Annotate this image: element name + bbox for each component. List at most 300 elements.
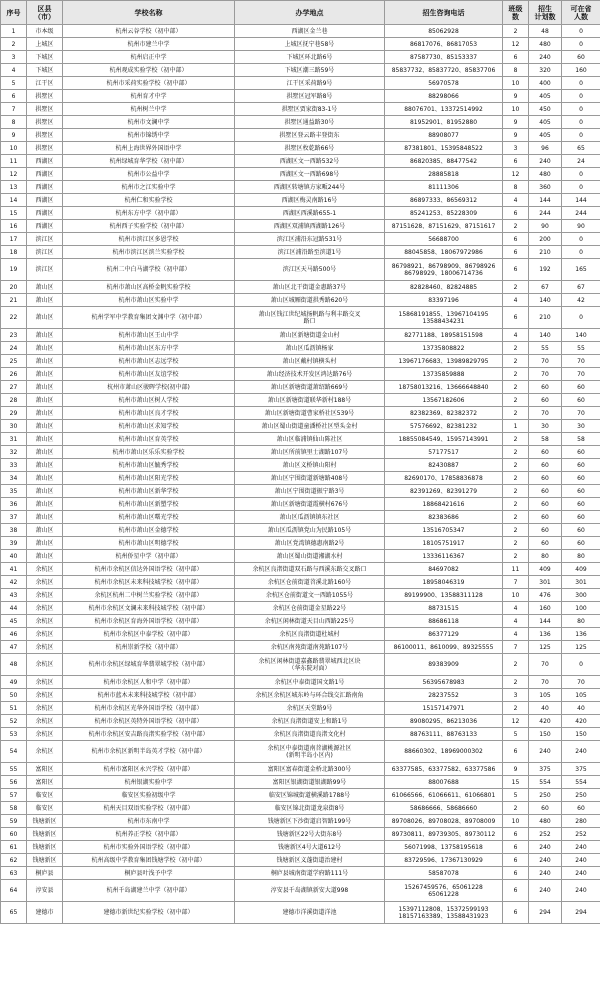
cell-col-phone: 88045858、18067972986 bbox=[385, 246, 503, 259]
cell-col-plan: 144 bbox=[529, 615, 562, 628]
cell-col-province-quota: 0 bbox=[562, 307, 600, 329]
cell-col-plan: 136 bbox=[529, 628, 562, 641]
cell-col-classes: 3 bbox=[503, 689, 529, 702]
cell-col-plan: 58 bbox=[529, 433, 562, 446]
cell-col-school-name: 杭州东方中学（初中部） bbox=[63, 207, 235, 220]
cell-col-school-name: 杭州市萧山区友谊学校 bbox=[63, 368, 235, 381]
cell-col-school-name: 杭州市萧山区乐乐实验学校 bbox=[63, 446, 235, 459]
table-row bbox=[1, 294, 600, 307]
cell-col-address: 拱墅区通益路30号 bbox=[235, 116, 385, 129]
cell-col-classes: 5 bbox=[503, 728, 529, 741]
table-row bbox=[1, 155, 600, 168]
cell-col-district: 西湖区 bbox=[27, 181, 63, 194]
cell-col-school-name: 杭州启正中学 bbox=[63, 51, 235, 64]
cell-col-phone: 88660302、18969000302 bbox=[385, 741, 503, 763]
cell-col-index: 54 bbox=[1, 741, 27, 763]
cell-col-province-quota: 105 bbox=[562, 689, 600, 702]
cell-col-school-name: 杭州市萧山区高桥金帆实验学校 bbox=[63, 281, 235, 294]
cell-col-plan: 192 bbox=[529, 259, 562, 281]
cell-col-district: 西湖区 bbox=[27, 220, 63, 233]
cell-col-address: 萧山区新塘街道联华新村188号 bbox=[235, 394, 385, 407]
cell-col-district: 萧山区 bbox=[27, 368, 63, 381]
cell-col-province-quota: 40 bbox=[562, 702, 600, 715]
cell-col-index: 48 bbox=[1, 654, 27, 676]
cell-col-school-name: 桐庐县叶浅予中学 bbox=[63, 867, 235, 880]
cell-col-district: 余杭区 bbox=[27, 589, 63, 602]
cell-col-phone: 87381801、15395848522 bbox=[385, 142, 503, 155]
cell-col-plan: 70 bbox=[529, 654, 562, 676]
table-row bbox=[1, 728, 600, 741]
cell-col-classes: 4 bbox=[503, 294, 529, 307]
cell-col-phone: 88908077 bbox=[385, 129, 503, 142]
cell-col-classes: 4 bbox=[503, 628, 529, 641]
cell-col-province-quota: 60 bbox=[562, 459, 600, 472]
cell-col-index: 46 bbox=[1, 628, 27, 641]
cell-col-classes: 9 bbox=[503, 116, 529, 129]
cell-col-address: 萧山区宁围街道新塘路408号 bbox=[235, 472, 385, 485]
cell-col-phone: 83397196 bbox=[385, 294, 503, 307]
cell-col-province-quota: 60 bbox=[562, 511, 600, 524]
cell-col-school-name: 杭州市萧山区志远学校 bbox=[63, 355, 235, 368]
cell-col-school-name: 杭州市萧山区毓秀学校 bbox=[63, 459, 235, 472]
cell-col-phone: 18758013216、13666648840 bbox=[385, 381, 503, 394]
cell-col-district: 西湖区 bbox=[27, 194, 63, 207]
cell-col-district: 拱墅区 bbox=[27, 116, 63, 129]
cell-col-classes: 4 bbox=[503, 602, 529, 615]
cell-col-school-name: 杭州市萧山区实验中学 bbox=[63, 294, 235, 307]
cell-col-province-quota: 80 bbox=[562, 550, 600, 563]
cell-col-province-quota: 301 bbox=[562, 576, 600, 589]
cell-col-address: 余杭区仓前街道金星路22号 bbox=[235, 602, 385, 615]
cell-col-address: 余杭区闲林街道嘉鑫路翡翠城西北区块 （华东院对面） bbox=[235, 654, 385, 676]
cell-col-district: 余杭区 bbox=[27, 654, 63, 676]
cell-col-province-quota: 240 bbox=[562, 867, 600, 880]
table-row bbox=[1, 307, 600, 329]
cell-col-phone: 84697082 bbox=[385, 563, 503, 576]
cell-col-phone: 18868421616 bbox=[385, 498, 503, 511]
cell-col-district: 余杭区 bbox=[27, 728, 63, 741]
cell-col-address: 拱墅区贾家街83-1号 bbox=[235, 103, 385, 116]
table-row bbox=[1, 511, 600, 524]
cell-col-province-quota: 70 bbox=[562, 368, 600, 381]
cell-col-district: 临安区 bbox=[27, 802, 63, 815]
cell-col-plan: 60 bbox=[529, 802, 562, 815]
cell-col-district: 萧山区 bbox=[27, 329, 63, 342]
cell-col-classes: 4 bbox=[503, 194, 529, 207]
cell-col-address: 钱塘新区22号大街东8号 bbox=[235, 828, 385, 841]
cell-col-district: 余杭区 bbox=[27, 676, 63, 689]
cell-col-index: 32 bbox=[1, 446, 27, 459]
cell-col-index: 56 bbox=[1, 776, 27, 789]
cell-col-index: 27 bbox=[1, 381, 27, 394]
table-row bbox=[1, 459, 600, 472]
cell-col-district: 萧山区 bbox=[27, 420, 63, 433]
cell-col-address: 萧山区所前镇里士湖路107号 bbox=[235, 446, 385, 459]
cell-col-plan: 554 bbox=[529, 776, 562, 789]
cell-col-school-name: 杭州市锦绣中学 bbox=[63, 129, 235, 142]
cell-col-plan: 450 bbox=[529, 103, 562, 116]
cell-col-phone: 83729596、17367130929 bbox=[385, 854, 503, 867]
table-body bbox=[1, 25, 600, 924]
cell-col-address: 拱墅区登云路丰登街东 bbox=[235, 129, 385, 142]
cell-col-classes: 10 bbox=[503, 77, 529, 90]
cell-col-phone: 86817076、86817053 bbox=[385, 38, 503, 51]
cell-col-plan: 96 bbox=[529, 142, 562, 155]
cell-col-index: 5 bbox=[1, 77, 27, 90]
cell-col-school-name: 杭州树兰中学 bbox=[63, 103, 235, 116]
cell-col-plan: 244 bbox=[529, 207, 562, 220]
cell-col-school-name: 杭州市萧山区曙光学校 bbox=[63, 511, 235, 524]
cell-col-classes: 2 bbox=[503, 654, 529, 676]
cell-col-plan: 320 bbox=[529, 64, 562, 77]
table-row bbox=[1, 763, 600, 776]
cell-col-school-name: 杭州市滨江区多恩学校 bbox=[63, 233, 235, 246]
cell-col-phone: 88686118 bbox=[385, 615, 503, 628]
cell-col-school-name: 杭州绿城育华学校（初中部） bbox=[63, 155, 235, 168]
cell-col-index: 65 bbox=[1, 902, 27, 924]
cell-col-plan: 240 bbox=[529, 841, 562, 854]
cell-col-index: 53 bbox=[1, 728, 27, 741]
cell-col-school-name: 杭州市萧山区骏晖学校(初中部) bbox=[63, 381, 235, 394]
cell-col-plan: 60 bbox=[529, 459, 562, 472]
cell-col-province-quota: 60 bbox=[562, 446, 600, 459]
cell-col-classes: 6 bbox=[503, 828, 529, 841]
cell-col-classes: 6 bbox=[503, 741, 529, 763]
cell-col-index: 41 bbox=[1, 563, 27, 576]
cell-col-address: 余杭区良渚街道良渚文化村 bbox=[235, 728, 385, 741]
table-row bbox=[1, 498, 600, 511]
cell-col-district: 上城区 bbox=[27, 38, 63, 51]
cell-col-address: 拱墅区冠军路8号 bbox=[235, 90, 385, 103]
cell-col-address: 萧山区义桥镇山阳村 bbox=[235, 459, 385, 472]
cell-col-phone: 13967176683、13989829795 bbox=[385, 355, 503, 368]
cell-col-classes: 6 bbox=[503, 233, 529, 246]
cell-col-province-quota: 65 bbox=[562, 142, 600, 155]
cell-col-plan: 240 bbox=[529, 155, 562, 168]
cell-col-classes: 8 bbox=[503, 181, 529, 194]
cell-col-phone: 18105751917 bbox=[385, 537, 503, 550]
cell-col-district: 西湖区 bbox=[27, 207, 63, 220]
cell-col-address: 上城区抚宁巷58号 bbox=[235, 38, 385, 51]
table-row bbox=[1, 38, 600, 51]
cell-col-phone: 18958046319 bbox=[385, 576, 503, 589]
cell-col-classes: 2 bbox=[503, 472, 529, 485]
header-col-school-name: 学校名称 bbox=[63, 1, 235, 25]
cell-col-classes: 10 bbox=[503, 815, 529, 828]
cell-col-address: 萧山区临浦镇仙山陈社区 bbox=[235, 433, 385, 446]
cell-col-plan: 125 bbox=[529, 641, 562, 654]
cell-col-phone: 15267459576、65061228 65061228 bbox=[385, 880, 503, 902]
cell-col-district: 滨江区 bbox=[27, 259, 63, 281]
cell-col-province-quota: 67 bbox=[562, 281, 600, 294]
cell-col-classes: 6 bbox=[503, 207, 529, 220]
cell-col-district: 萧山区 bbox=[27, 459, 63, 472]
table-row bbox=[1, 103, 600, 116]
cell-col-district: 萧山区 bbox=[27, 394, 63, 407]
table-row bbox=[1, 537, 600, 550]
cell-col-index: 7 bbox=[1, 103, 27, 116]
cell-col-province-quota: 100 bbox=[562, 602, 600, 615]
cell-col-district: 余杭区 bbox=[27, 702, 63, 715]
table-row bbox=[1, 472, 600, 485]
table-row bbox=[1, 142, 600, 155]
cell-col-school-name: 杭州西子实验学校（初中部） bbox=[63, 220, 235, 233]
cell-col-school-name: 杭州天目双语实验学校（初中部） bbox=[63, 802, 235, 815]
cell-col-index: 18 bbox=[1, 246, 27, 259]
cell-col-index: 63 bbox=[1, 867, 27, 880]
cell-col-plan: 400 bbox=[529, 77, 562, 90]
cell-col-phone: 81952901、81952880 bbox=[385, 116, 503, 129]
cell-col-province-quota: 0 bbox=[562, 654, 600, 676]
cell-col-classes: 6 bbox=[503, 880, 529, 902]
cell-col-address: 萧山区宁围街道振宁路3号 bbox=[235, 485, 385, 498]
cell-col-province-quota: 60 bbox=[562, 381, 600, 394]
cell-col-classes: 2 bbox=[503, 433, 529, 446]
cell-col-province-quota: 280 bbox=[562, 815, 600, 828]
table-row bbox=[1, 446, 600, 459]
header-col-classes: 班级 数 bbox=[503, 1, 529, 25]
cell-col-phone: 89708026、89708028、89708009 bbox=[385, 815, 503, 828]
cell-col-index: 50 bbox=[1, 689, 27, 702]
cell-col-classes: 9 bbox=[503, 129, 529, 142]
cell-col-phone: 85241253、85228309 bbox=[385, 207, 503, 220]
table-row bbox=[1, 615, 600, 628]
table-row bbox=[1, 90, 600, 103]
cell-col-classes: 2 bbox=[503, 459, 529, 472]
cell-col-index: 36 bbox=[1, 498, 27, 511]
cell-col-district: 建德市 bbox=[27, 902, 63, 924]
cell-col-school-name: 杭州市余杭区未来科技城学校（初中部） bbox=[63, 576, 235, 589]
cell-col-province-quota: 375 bbox=[562, 763, 600, 776]
cell-col-index: 22 bbox=[1, 307, 27, 329]
cell-col-district: 萧山区 bbox=[27, 294, 63, 307]
cell-col-phone: 56395678983 bbox=[385, 676, 503, 689]
cell-col-classes: 12 bbox=[503, 168, 529, 181]
cell-col-school-name: 杭州云谷学校（初中部） bbox=[63, 25, 235, 38]
cell-col-classes: 10 bbox=[503, 589, 529, 602]
table-row bbox=[1, 207, 600, 220]
cell-col-province-quota: 55 bbox=[562, 342, 600, 355]
table-row bbox=[1, 281, 600, 294]
cell-col-phone: 63377585、63377582、63377586 bbox=[385, 763, 503, 776]
cell-col-address: 余杭区中泰街道南苕湖桃源社区 (新明半岛小区内) bbox=[235, 741, 385, 763]
table-row bbox=[1, 355, 600, 368]
cell-col-address: 萧山区蜀山街道童潘桥社区型头金村 bbox=[235, 420, 385, 433]
cell-col-classes: 2 bbox=[503, 342, 529, 355]
table-row bbox=[1, 589, 600, 602]
table-row bbox=[1, 407, 600, 420]
cell-col-province-quota: 420 bbox=[562, 715, 600, 728]
cell-col-district: 余杭区 bbox=[27, 689, 63, 702]
cell-col-index: 30 bbox=[1, 420, 27, 433]
cell-col-index: 25 bbox=[1, 355, 27, 368]
cell-col-address: 西湖区梅灵南路16号 bbox=[235, 194, 385, 207]
cell-col-district: 余杭区 bbox=[27, 563, 63, 576]
cell-col-plan: 240 bbox=[529, 880, 562, 902]
cell-col-school-name: 杭州侨星中学（初中部） bbox=[63, 550, 235, 563]
cell-col-index: 9 bbox=[1, 129, 27, 142]
cell-col-plan: 90 bbox=[529, 220, 562, 233]
cell-col-district: 萧山区 bbox=[27, 472, 63, 485]
cell-col-school-name: 杭州市余杭区新明半岛英才学校（初中部） bbox=[63, 741, 235, 763]
table-row bbox=[1, 867, 600, 880]
cell-col-school-name: 杭州高级中学教育集团钱塘学校（初中部） bbox=[63, 854, 235, 867]
cell-col-classes: 6 bbox=[503, 854, 529, 867]
cell-col-phone: 58686666、58686660 bbox=[385, 802, 503, 815]
cell-col-district: 余杭区 bbox=[27, 615, 63, 628]
cell-col-province-quota: 60 bbox=[562, 51, 600, 64]
cell-col-district: 拱墅区 bbox=[27, 90, 63, 103]
cell-col-district: 萧山区 bbox=[27, 511, 63, 524]
cell-col-province-quota: 0 bbox=[562, 116, 600, 129]
cell-col-classes: 1 bbox=[503, 420, 529, 433]
cell-col-province-quota: 0 bbox=[562, 77, 600, 90]
cell-col-plan: 405 bbox=[529, 129, 562, 142]
cell-col-plan: 301 bbox=[529, 576, 562, 589]
cell-col-index: 17 bbox=[1, 233, 27, 246]
cell-col-district: 临安区 bbox=[27, 789, 63, 802]
cell-col-district: 江干区 bbox=[27, 77, 63, 90]
cell-col-address: 桐庐县城南街道学府路111号 bbox=[235, 867, 385, 880]
cell-col-address: 萧山区蜀山街道湘湖水村 bbox=[235, 550, 385, 563]
cell-col-phone: 13516705347 bbox=[385, 524, 503, 537]
cell-col-school-name: 杭州市之江实验中学 bbox=[63, 181, 235, 194]
cell-col-classes: 2 bbox=[503, 511, 529, 524]
cell-col-school-name: 杭州养正学校（初中部） bbox=[63, 828, 235, 841]
cell-col-province-quota: 60 bbox=[562, 498, 600, 511]
cell-col-district: 余杭区 bbox=[27, 602, 63, 615]
cell-col-index: 35 bbox=[1, 485, 27, 498]
table-row bbox=[1, 880, 600, 902]
cell-col-address: 滨江区天马路500号 bbox=[235, 259, 385, 281]
cell-col-plan: 405 bbox=[529, 90, 562, 103]
cell-col-plan: 60 bbox=[529, 381, 562, 394]
cell-col-school-name: 杭州市萧山区王山中学 bbox=[63, 329, 235, 342]
cell-col-province-quota: 240 bbox=[562, 741, 600, 763]
cell-col-province-quota: 0 bbox=[562, 38, 600, 51]
cell-col-district: 萧山区 bbox=[27, 342, 63, 355]
cell-col-school-name: 杭州千岛湖建兰中学（初中部） bbox=[63, 880, 235, 902]
cell-col-plan: 200 bbox=[529, 233, 562, 246]
table-row bbox=[1, 181, 600, 194]
table-row bbox=[1, 25, 600, 38]
table-row bbox=[1, 77, 600, 90]
cell-col-plan: 80 bbox=[529, 550, 562, 563]
cell-col-phone: 88076701、13372514992 bbox=[385, 103, 503, 116]
cell-col-plan: 144 bbox=[529, 194, 562, 207]
table-row bbox=[1, 576, 600, 589]
cell-col-province-quota: 250 bbox=[562, 789, 600, 802]
header-col-phone: 招生咨询电话 bbox=[385, 1, 503, 25]
cell-col-school-name: 杭州崇新学校（初中部） bbox=[63, 641, 235, 654]
cell-col-classes: 6 bbox=[503, 246, 529, 259]
cell-col-district: 滨江区 bbox=[27, 233, 63, 246]
cell-col-province-quota: 42 bbox=[562, 294, 600, 307]
table-row bbox=[1, 602, 600, 615]
cell-col-classes: 6 bbox=[503, 307, 529, 329]
cell-col-address: 西湖区双浦镇西湖路126号 bbox=[235, 220, 385, 233]
cell-col-index: 60 bbox=[1, 828, 27, 841]
cell-col-address: 萧山经济技术开发区鸿达路76号 bbox=[235, 368, 385, 381]
cell-col-phone: 15868191855、13967104195 13588434231 bbox=[385, 307, 503, 329]
cell-col-district: 余杭区 bbox=[27, 715, 63, 728]
cell-col-phone: 86377129 bbox=[385, 628, 503, 641]
cell-col-district: 拱墅区 bbox=[27, 129, 63, 142]
cell-col-school-name: 杭州市萧山区求知学校 bbox=[63, 420, 235, 433]
cell-col-phone: 85837732、85837720、85837706 bbox=[385, 64, 503, 77]
cell-col-index: 43 bbox=[1, 589, 27, 602]
cell-col-index: 37 bbox=[1, 511, 27, 524]
cell-col-index: 34 bbox=[1, 472, 27, 485]
cell-col-district: 余杭区 bbox=[27, 628, 63, 641]
table-row bbox=[1, 420, 600, 433]
cell-col-plan: 240 bbox=[529, 867, 562, 880]
cell-col-phone: 56071998、13758195618 bbox=[385, 841, 503, 854]
cell-col-address: 滨江区浦沿东冠路531号 bbox=[235, 233, 385, 246]
cell-col-address: 钱塘新区义蓬街道治建村 bbox=[235, 854, 385, 867]
table-row bbox=[1, 168, 600, 181]
table-row bbox=[1, 802, 600, 815]
cell-col-province-quota: 24 bbox=[562, 155, 600, 168]
cell-col-plan: 140 bbox=[529, 294, 562, 307]
cell-col-address: 萧山区新塘街道萧绍路669号 bbox=[235, 381, 385, 394]
cell-col-phone: 87587730、85153337 bbox=[385, 51, 503, 64]
cell-col-index: 14 bbox=[1, 194, 27, 207]
header-col-plan: 招生 计划数 bbox=[529, 1, 562, 25]
cell-col-phone: 15157147971 bbox=[385, 702, 503, 715]
cell-col-classes: 8 bbox=[503, 64, 529, 77]
cell-col-school-name: 杭州银湖实验中学 bbox=[63, 776, 235, 789]
cell-col-address: 钱塘新区下沙街道启智路199号 bbox=[235, 815, 385, 828]
cell-col-plan: 294 bbox=[529, 902, 562, 924]
cell-col-district: 萧山区 bbox=[27, 433, 63, 446]
cell-col-index: 11 bbox=[1, 155, 27, 168]
cell-col-classes: 2 bbox=[503, 802, 529, 815]
cell-col-school-name: 杭州市萧山区阳光学校 bbox=[63, 472, 235, 485]
cell-col-district: 钱塘新区 bbox=[27, 841, 63, 854]
cell-col-address: 萧山区党湾镇德惠南路2号 bbox=[235, 537, 385, 550]
cell-col-province-quota: 0 bbox=[562, 25, 600, 38]
cell-col-plan: 240 bbox=[529, 51, 562, 64]
cell-col-province-quota: 70 bbox=[562, 676, 600, 689]
table-row bbox=[1, 129, 600, 142]
cell-col-district: 萧山区 bbox=[27, 446, 63, 459]
cell-col-phone: 58587078 bbox=[385, 867, 503, 880]
cell-col-address: 萧山区新塘街道曹家桥社区539号 bbox=[235, 407, 385, 420]
cell-col-classes: 2 bbox=[503, 446, 529, 459]
cell-col-index: 40 bbox=[1, 550, 27, 563]
cell-col-index: 10 bbox=[1, 142, 27, 155]
cell-col-plan: 480 bbox=[529, 38, 562, 51]
cell-col-address: 临安区锦城街道横溪路1788号 bbox=[235, 789, 385, 802]
cell-col-province-quota: 150 bbox=[562, 728, 600, 741]
cell-col-classes: 6 bbox=[503, 841, 529, 854]
cell-col-classes: 2 bbox=[503, 407, 529, 420]
cell-col-classes: 2 bbox=[503, 485, 529, 498]
cell-col-address: 西湖区金兰巷 bbox=[235, 25, 385, 38]
cell-col-index: 8 bbox=[1, 116, 27, 129]
cell-col-address: 西湖区文一西路698号 bbox=[235, 168, 385, 181]
cell-col-address: 西湖区西溪路655-1 bbox=[235, 207, 385, 220]
cell-col-address: 余杭区天堂路9号 bbox=[235, 702, 385, 715]
cell-col-plan: 60 bbox=[529, 524, 562, 537]
cell-col-phone: 82828460、82824885 bbox=[385, 281, 503, 294]
cell-col-index: 16 bbox=[1, 220, 27, 233]
cell-col-index: 26 bbox=[1, 368, 27, 381]
cell-col-district: 余杭区 bbox=[27, 741, 63, 763]
cell-col-school-name: 杭州市富阳区永兴学校（初中部） bbox=[63, 763, 235, 776]
cell-col-school-name: 临安区实验初级中学 bbox=[63, 789, 235, 802]
